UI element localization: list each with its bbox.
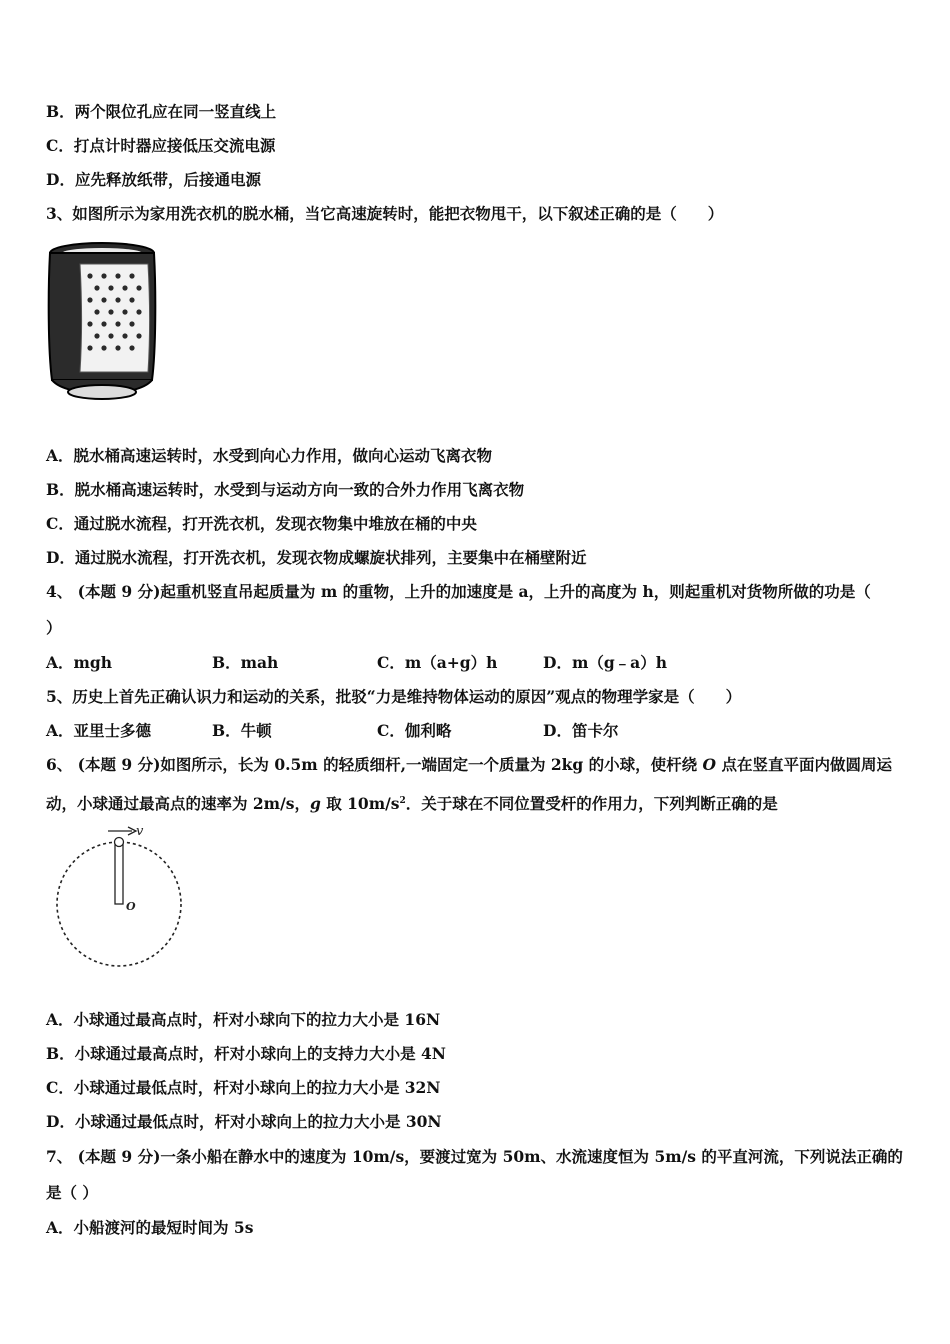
q3-option-d: D．通过脱水流程，打开洗衣机，发现衣物成螺旋状排列，主要集中在桶壁附近: [46, 548, 587, 567]
q3-option-c: C．通过脱水流程，打开洗衣机，发现衣物集中堆放在桶的中央: [46, 514, 477, 533]
q5-option-a: A．亚里士多德: [46, 721, 152, 740]
q6-stem-line1-b: 点在竖直平面内做圆周运: [716, 755, 892, 774]
q6-stem-line2-c: ．关于球在不同位置受杆的作用力，下列判断正确的是: [405, 794, 778, 814]
q6-stem-line2-b: 取 10m/s: [320, 794, 400, 814]
q6-option-a: A．小球通过最高点时，杆对小球向下的拉力大小是 16N: [46, 1010, 441, 1029]
q5-option-b: B．牛顿: [212, 721, 272, 740]
q4-stem-line2: ）: [46, 618, 62, 637]
figure-label-o: O: [126, 900, 136, 913]
q4-option-d: D．m（g﹣a）h: [543, 653, 667, 672]
q7-option-a: A．小船渡河的最短时间为 5s: [46, 1218, 254, 1237]
q6-stem-line1: [46, 754, 910, 776]
q6-option-b: B．小球通过最高点时，杆对小球向上的支持力大小是 4N: [46, 1044, 446, 1063]
q3-stem: 3、如图所示为家用洗衣机的脱水桶，当它高速旋转时，能把衣物甩干，以下叙述正确的是（ ）: [46, 204, 724, 223]
q6-stem-line2-a: 动，小球通过最高点的速率为 2m/s，: [46, 794, 310, 814]
q6-option-c: C．小球通过最低点时，杆对小球向上的拉力大小是 32N: [46, 1078, 441, 1097]
q6-stem-line1-a: 6、 (本题 9 分)如图所示，长为 0.5m 的轻质细杆,一端固定一个质量为 2kg 的小球，使杆绕: [46, 755, 703, 774]
q2-option-d: D．应先释放纸带，后接通电源: [46, 170, 261, 189]
q2-option-b: B．两个限位孔应在同一竖直线上: [46, 102, 277, 121]
figure-label-v: v: [136, 824, 144, 839]
q6-stem-point-o: O: [702, 755, 717, 774]
q4-stem-line1: 4、 (本题 9 分)起重机竖直吊起质量为 m 的重物，上升的加速度是 a，上升的高度为 h，则起重机对货物所做的功是（: [46, 582, 871, 601]
q4-option-a: A．mgh: [46, 653, 113, 672]
q5-stem: 5、历史上首先正确认识力和运动的关系，批驳“力是维持物体运动的原因”观点的物理学家是（ ）: [46, 687, 742, 706]
q7-stem-line1: 7、 (本题 9 分)一条小船在静水中的速度为 10m/s，要渡过宽为 50m、水流速度恒为 5m/s 的平直河流，下列说法正确的: [46, 1147, 903, 1166]
q5-option-c: C．伽利略: [377, 721, 452, 740]
q5-option-d: D．笛卡尔: [543, 721, 619, 740]
q7-stem-line2: 是（ ）: [46, 1183, 98, 1202]
spin-drum-figure: [46, 240, 158, 408]
q6-stem-sup: 2: [399, 796, 406, 806]
q3-option-b: B．脱水桶高速运转时，水受到与运动方向一致的合外力作用飞离衣物: [46, 480, 525, 499]
q2-option-c: C．打点计时器应接低压交流电源: [46, 136, 276, 155]
q6-stem-line2: [46, 790, 910, 815]
q6-option-d: D．小球通过最低点时，杆对小球向上的拉力大小是 30N: [46, 1112, 442, 1131]
q4-option-b: B．mah: [212, 653, 279, 672]
q4-option-c: C．m（a+g）h: [377, 653, 498, 672]
rotating-rod-figure: [50, 822, 190, 972]
q6-stem-g: g: [309, 794, 321, 814]
q3-option-a: A．脱水桶高速运转时，水受到向心力作用，做向心运动飞离衣物: [46, 446, 493, 465]
